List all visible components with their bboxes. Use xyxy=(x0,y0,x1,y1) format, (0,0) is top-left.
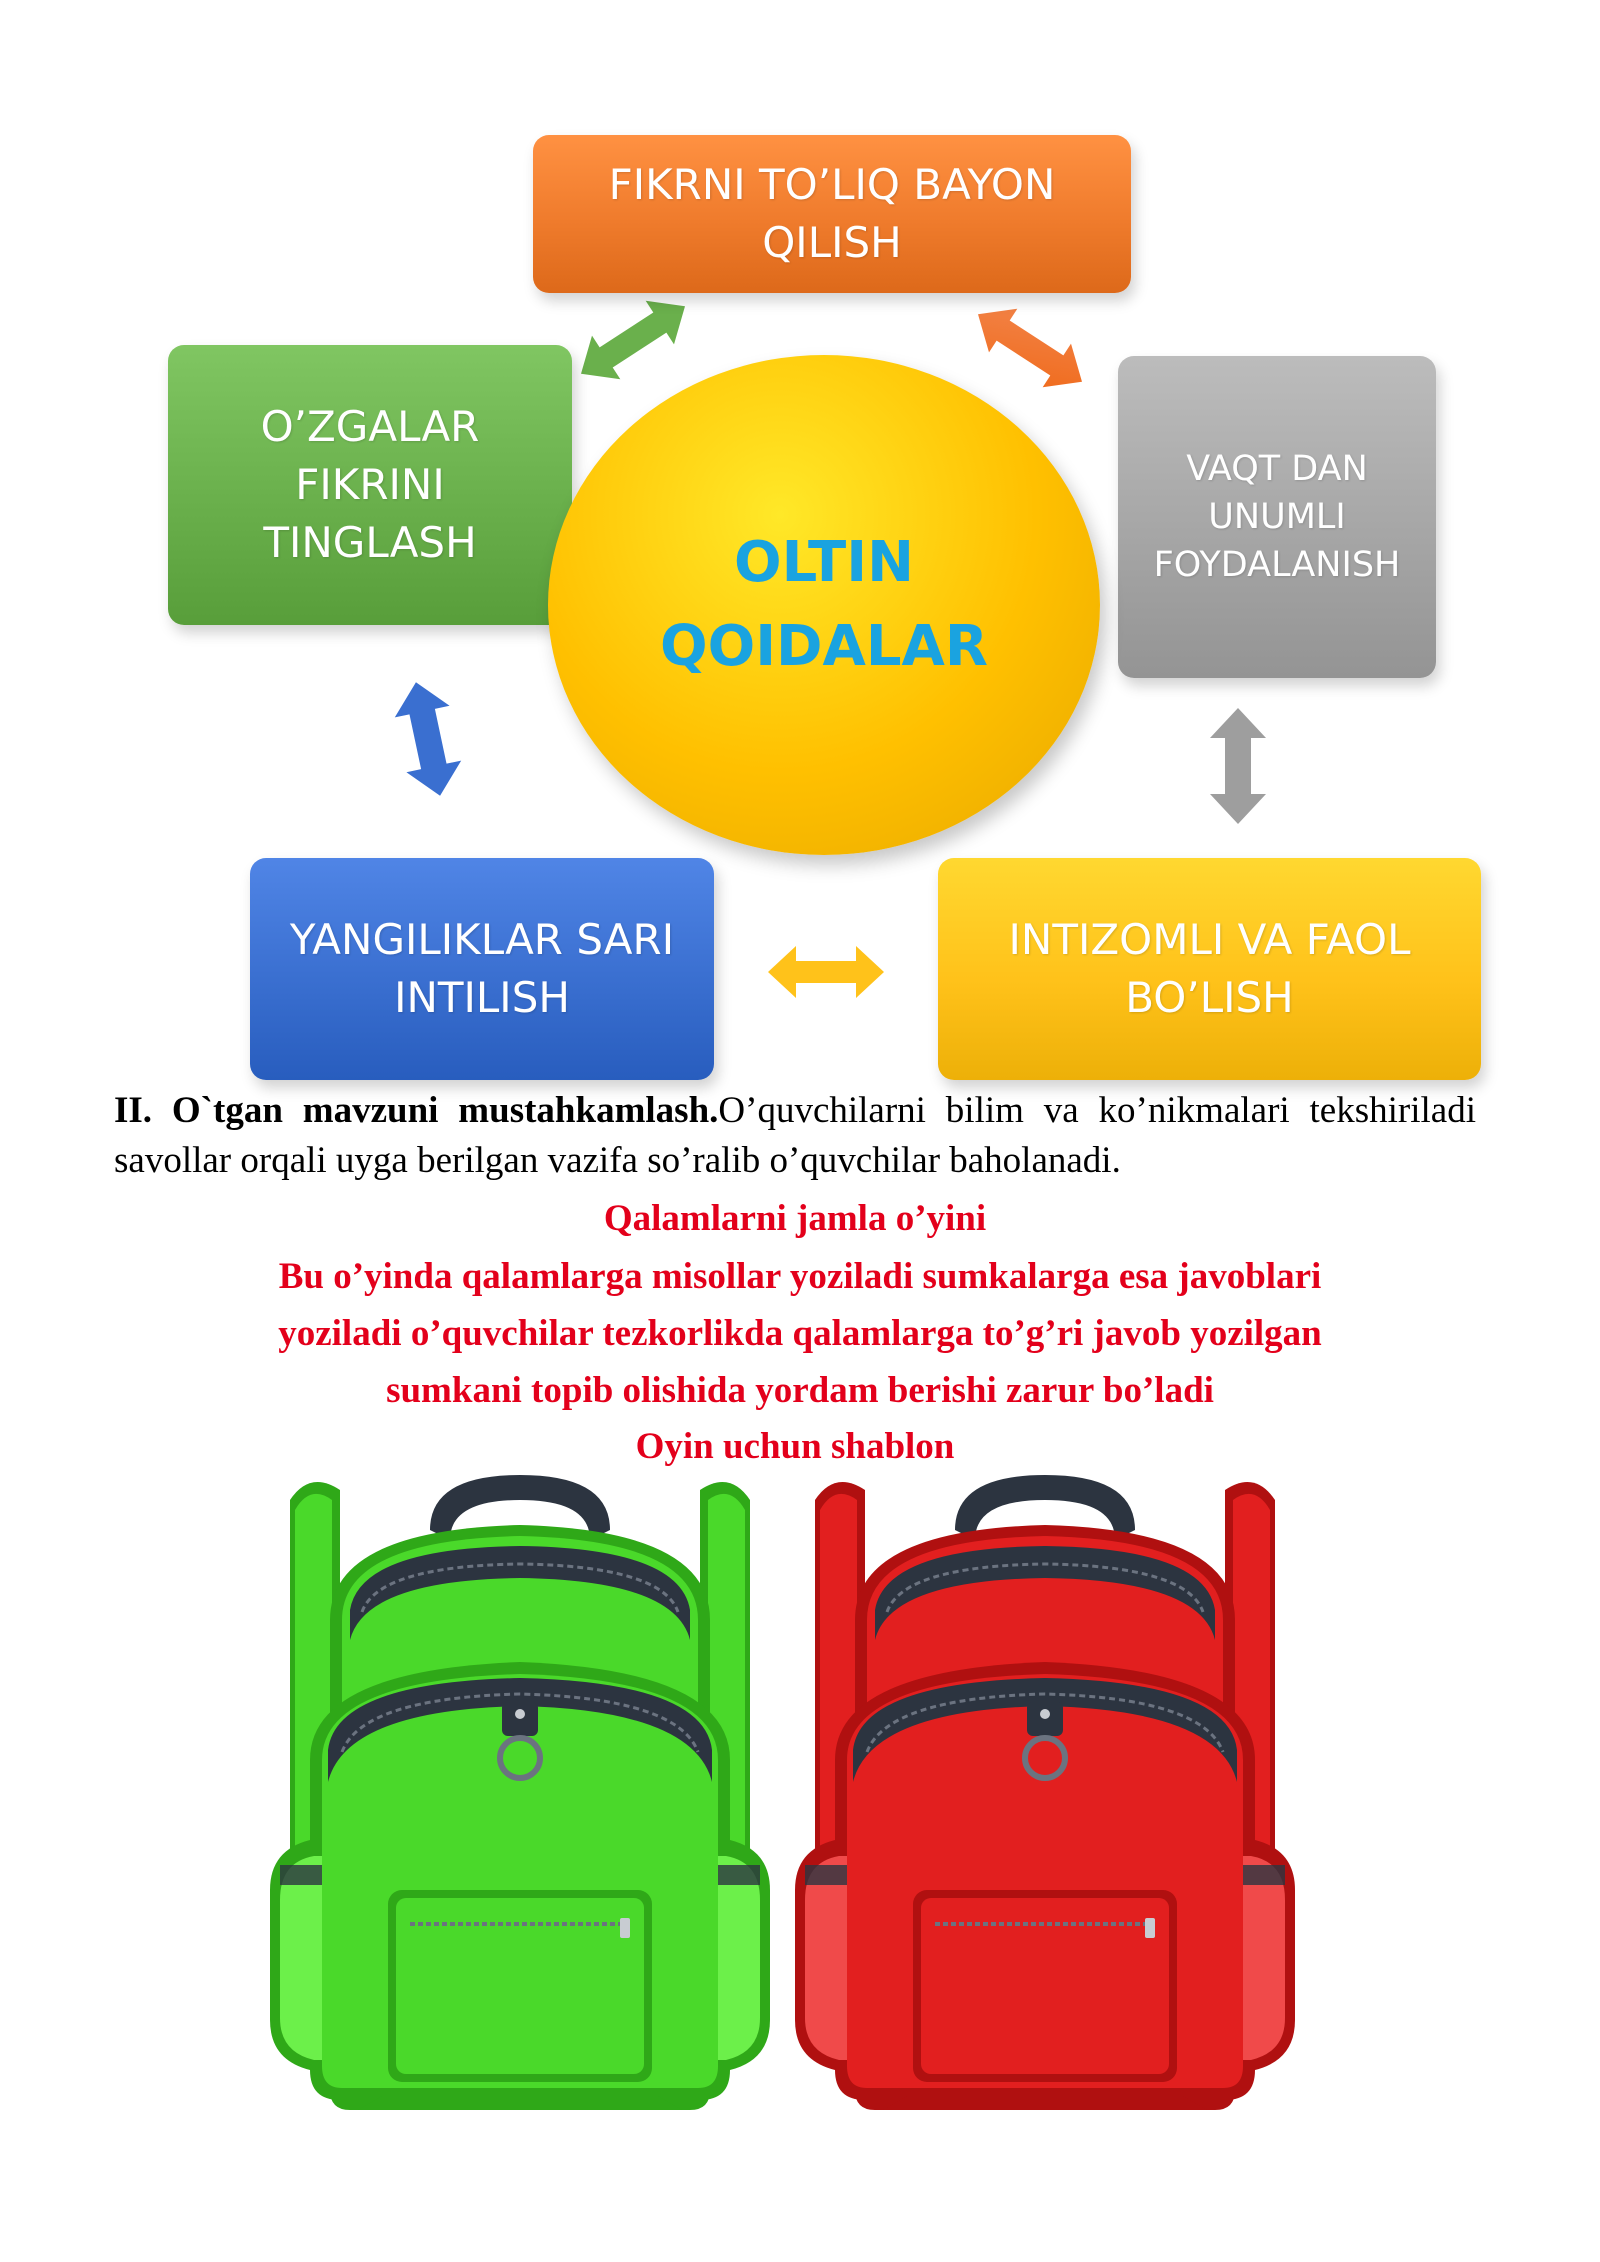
box-vaqt-dan-unumli xyxy=(1118,356,1436,678)
section-paragraph xyxy=(114,1086,1476,1186)
box-ozgalar-fikrini xyxy=(168,345,572,625)
green-backpack xyxy=(270,1470,770,2110)
game-template-label: Oyin uchun shablon xyxy=(635,1426,955,1467)
box-intizomli-va-faol xyxy=(938,858,1481,1080)
box-fikrni-toliq-bayon xyxy=(533,135,1131,293)
box-yangiliklar-sari xyxy=(250,858,714,1080)
box-bottom-right-label: INTIZOMLI VA FAOL BO’LISH xyxy=(1008,915,1411,1022)
arrow-top-right xyxy=(964,292,1096,403)
box-left-label: O’ZGALAR FIKRINI TINGLASH xyxy=(260,402,480,567)
box-top-label: FIKRNI TO’LIQ BAYON QILISH xyxy=(608,160,1056,267)
arrow-right-vertical xyxy=(1210,708,1266,824)
red-backpack xyxy=(795,1470,1295,2110)
arrow-bottom-horizontal xyxy=(768,946,884,998)
game-description: Bu o’yinda qalamlarga misollar yoziladi sumkalarga esa javoblari yoziladi o’quvchilar tezkorlikda qalamlarga to’g’ri javob yozilgan sumkani topib olishida yordam berishi zarur bo’ladi xyxy=(278,1256,1322,1411)
game-title: Qalamlarni jamla o’yini xyxy=(603,1198,987,1239)
box-bottom-left-label: YANGILIKLAR SARI INTILISH xyxy=(289,915,675,1022)
arrow-top-left xyxy=(567,284,699,395)
center-circle xyxy=(548,355,1100,855)
arrow-left-vertical xyxy=(389,676,468,801)
section-heading: II. O`tgan mavzuni mustahkamlash. xyxy=(114,1090,719,1131)
section-text: O’quvchilarni bilim va ko’nikmalari tekshiriladi savollar orqali uyga berilgan vazifa so’ralib o’quvchilar baholanadi. xyxy=(114,1090,1476,1181)
center-circle-label: OLTIN QOIDALAR xyxy=(659,530,988,679)
box-right-label: VAQT DAN UNUMLI FOYDALANISH xyxy=(1153,449,1401,585)
